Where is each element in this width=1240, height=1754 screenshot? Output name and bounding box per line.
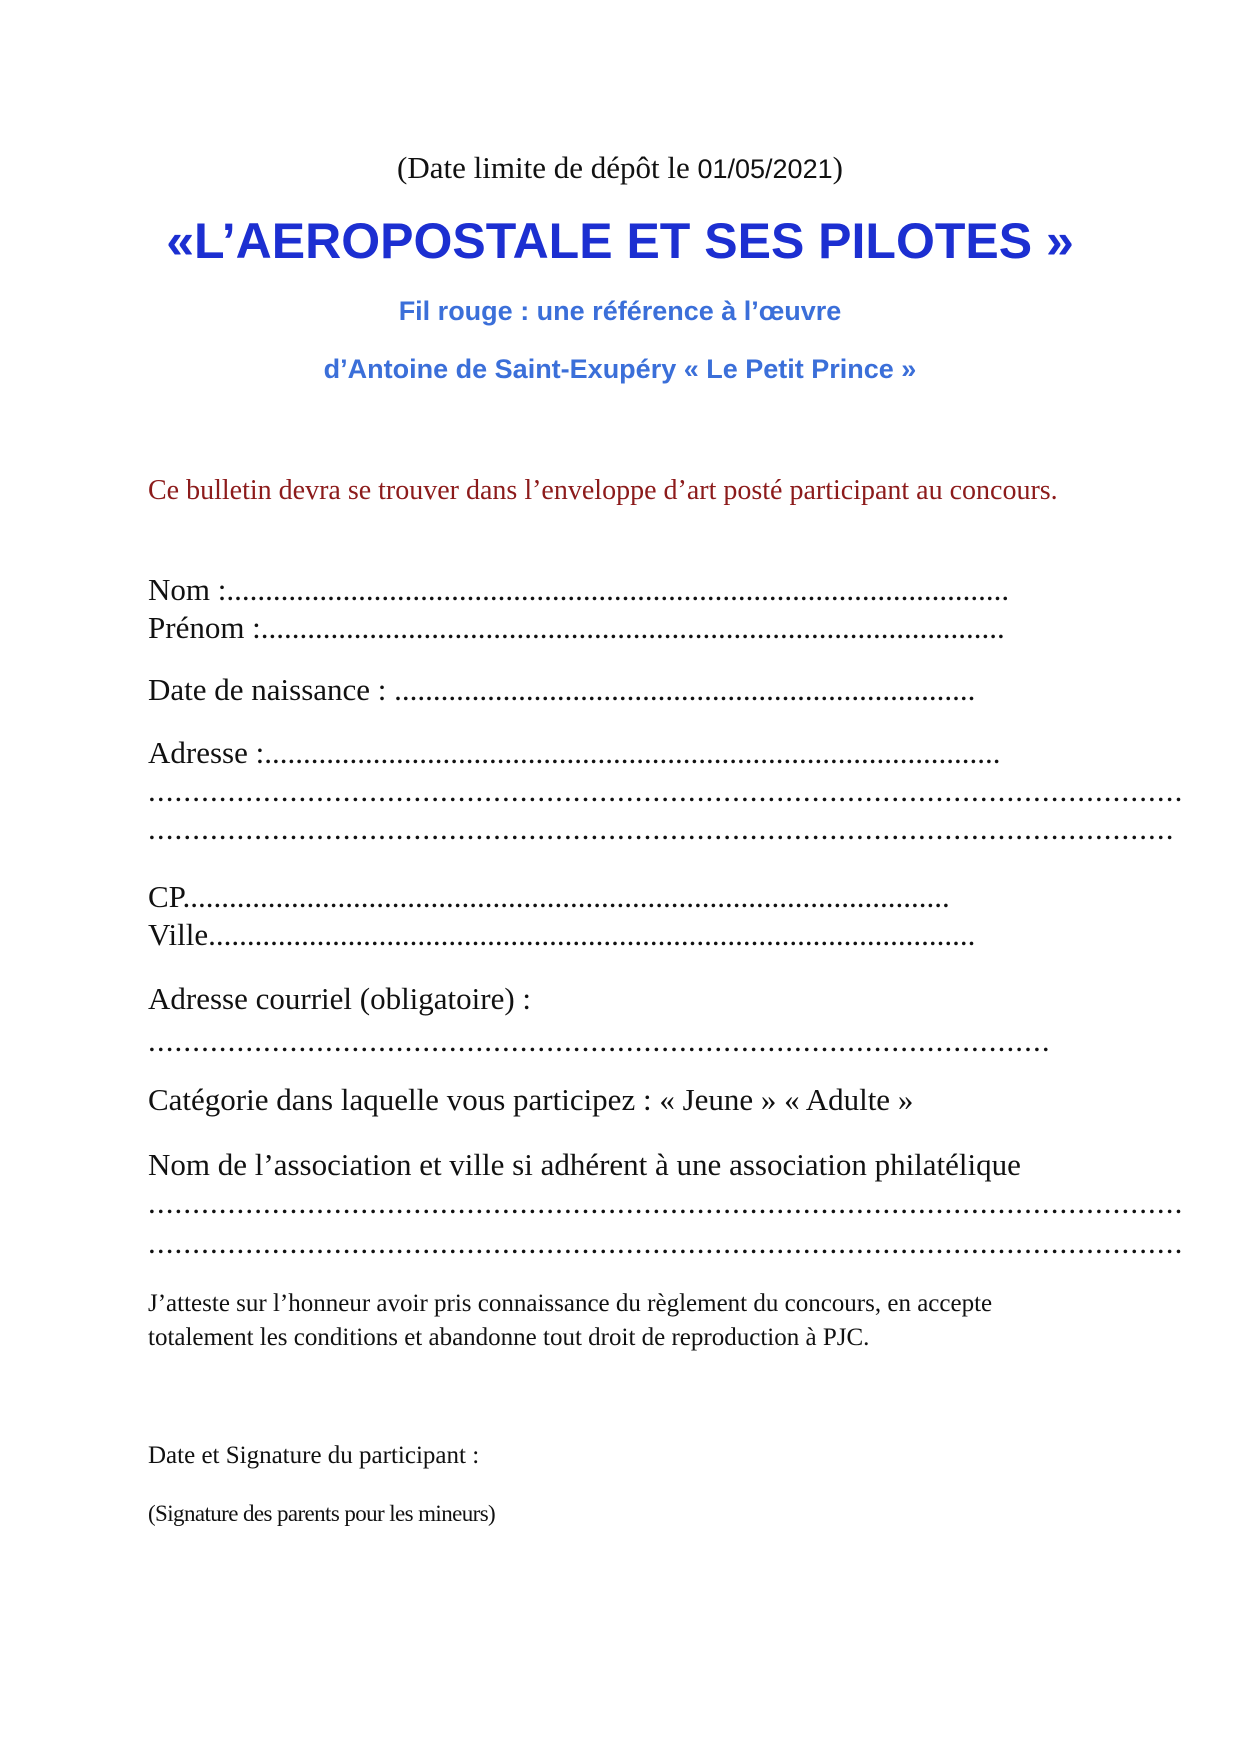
deadline-prefix: (Date limite de dépôt le [397,150,698,185]
association-label: Nom de l’association et ville si adhérent à une association philatélique [148,1147,1021,1182]
courriel-label: Adresse courriel (obligatoire) : [148,981,532,1016]
page-title: «L’AEROPOSTALE ET SES PILOTES » [166,213,1074,269]
deadline-line [0,150,1240,186]
categorie-label: Catégorie dans laquelle vous participez : « Jeune » « Adulte » [148,1082,914,1117]
association-line-2[interactable]: ..................................................................................................................... [148,1225,1184,1260]
deadline-suffix: ) [832,150,843,185]
courriel-field[interactable]: ...................................................................................................... [148,1023,1051,1058]
adresse-line-3[interactable]: .................................................................................................................... [148,811,1175,846]
ville-field[interactable]: Ville................................................................................................... [148,917,976,952]
signature-label: Date et Signature du participant : [148,1442,480,1469]
nom-field[interactable]: Nom :..................................................................................................... [148,572,1010,607]
adresse-field[interactable]: Adresse :............................................................................................... [148,735,1001,770]
association-line-1[interactable]: ..................................................................................................................... [148,1185,1184,1220]
cp-field[interactable]: CP................................................................................................... [148,879,950,914]
notice-text: Ce bulletin devra se trouver dans l’enveloppe d’art posté participant au concours. [148,475,1058,506]
signature-note: (Signature des parents pour les mineurs) [148,1501,496,1526]
subtitle-line-1: Fil rouge : une référence à l’œuvre [398,296,842,326]
subtitle-line-2: d’Antoine de Saint-Exupéry « Le Petit Prince » [323,354,917,384]
adresse-line-2[interactable]: ..................................................................................................................... [148,773,1184,808]
date-naissance-field[interactable]: Date de naissance : ........................................................................... [148,672,976,707]
deadline-date: 01/05/2021 [697,154,833,184]
attestation-text: J’atteste sur l’honneur avoir pris connaissance du règlement du concours, en accepte totalement les conditions et abandonne tout droit de reproduction à PJC. [148,1290,993,1351]
prenom-field[interactable]: Prénom :................................................................................................ [148,610,1005,645]
